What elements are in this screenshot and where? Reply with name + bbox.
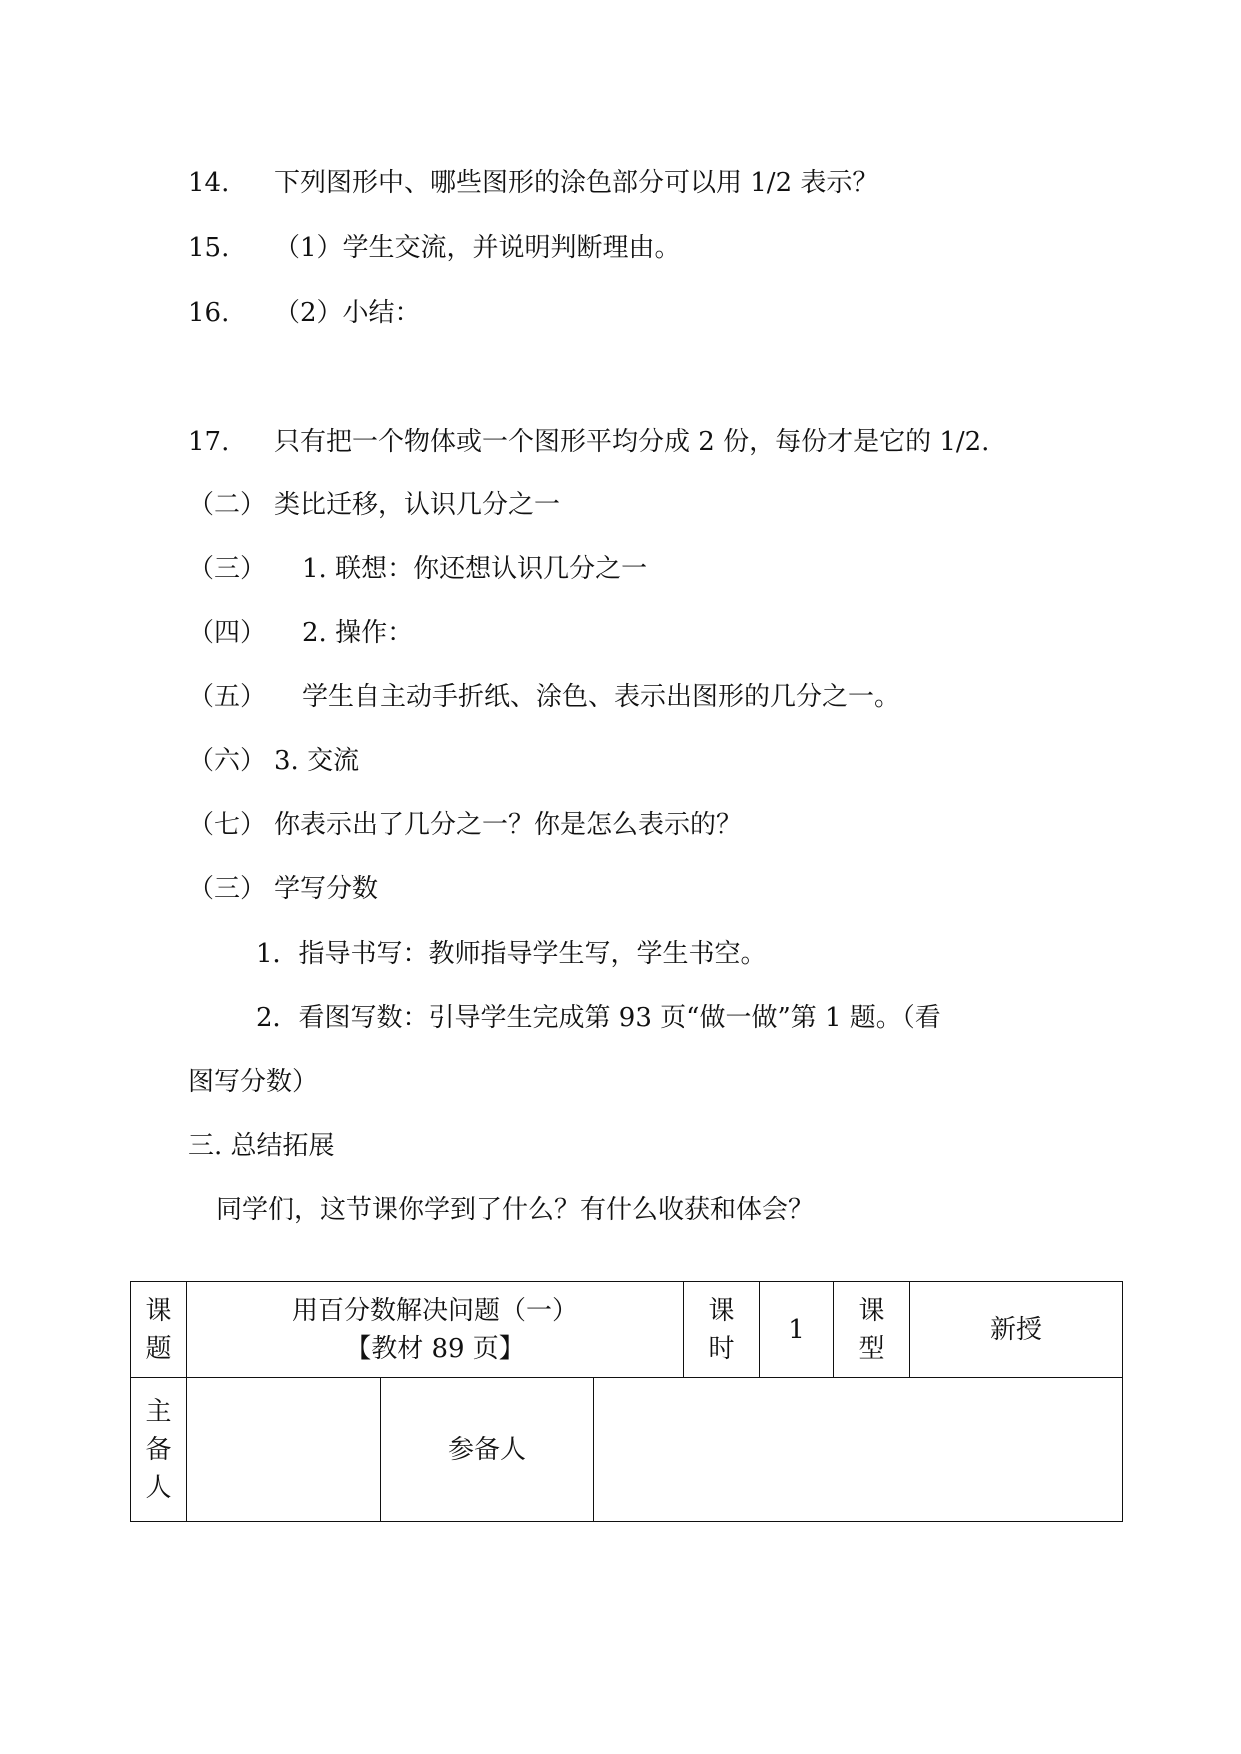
line-text: 下列图形中、哪些图形的涂色部分可以用 1/2 表示？ bbox=[274, 168, 879, 198]
numbered-line-16 bbox=[188, 296, 1088, 330]
line-text: 只有把一个物体或一个图形平均分成 2 份，每份才是它的 1/2. bbox=[274, 427, 990, 457]
type-label: 课 型 bbox=[834, 1282, 910, 1378]
line-number: 16. bbox=[188, 298, 230, 328]
line-number: 15. bbox=[188, 233, 230, 263]
line-number: 17. bbox=[188, 427, 230, 457]
period-label: 课 时 bbox=[684, 1282, 760, 1378]
co-preparer-value bbox=[594, 1378, 1123, 1522]
summary-question: 同学们，这节课你学到了什么？有什么收获和体会？ bbox=[216, 1195, 815, 1225]
line-text: （2）小结： bbox=[274, 298, 421, 328]
section-prefix: （二） bbox=[188, 490, 267, 520]
main-preparer-value bbox=[187, 1378, 381, 1522]
lesson-info-table bbox=[130, 1281, 1123, 1522]
section-text: 学写分数 bbox=[274, 874, 379, 904]
section-prefix: （五） bbox=[188, 682, 267, 712]
section-prefix: （四） bbox=[188, 618, 267, 648]
section-line-2 bbox=[188, 488, 1088, 522]
co-preparer-label: 参备人 bbox=[381, 1378, 594, 1522]
section-text: 2. 操作： bbox=[302, 618, 414, 648]
section-line-6 bbox=[188, 744, 1088, 778]
section-line-7 bbox=[188, 808, 1088, 842]
step-2-continued: 图写分数） bbox=[188, 1067, 319, 1097]
topic-label: 课 题 bbox=[131, 1282, 187, 1378]
section-text: 学生自主动手折纸、涂色、表示出图形的几分之一。 bbox=[302, 682, 901, 712]
step-2: 2．看图写数：引导学生完成第 93 页“做一做”第 1 题。（看 bbox=[256, 1003, 941, 1033]
section-text: 1. 联想：你还想认识几分之一 bbox=[302, 554, 648, 584]
section-line-3 bbox=[188, 552, 1088, 586]
section-line-4 bbox=[188, 616, 1088, 650]
period-value: 1 bbox=[760, 1282, 834, 1378]
section-line-5 bbox=[188, 680, 1088, 714]
numbered-line-17 bbox=[188, 425, 1088, 459]
topic-source: 【教材 89 页】 bbox=[345, 1333, 525, 1364]
section-prefix: （三） bbox=[188, 874, 267, 904]
section-prefix: （三） bbox=[188, 554, 267, 584]
table-row bbox=[131, 1378, 1123, 1522]
section-prefix: （七） bbox=[188, 810, 267, 840]
section-text: 你表示出了几分之一？你是怎么表示的？ bbox=[274, 810, 743, 840]
main-preparer-label: 主 备 人 bbox=[131, 1378, 187, 1522]
summary-heading: 三. 总结拓展 bbox=[188, 1131, 335, 1161]
step-1: 1．指导书写：教师指导学生写，学生书空。 bbox=[256, 939, 767, 969]
section-prefix: （六） bbox=[188, 746, 267, 776]
topic-title-cell bbox=[187, 1282, 684, 1378]
table-row bbox=[131, 1282, 1123, 1378]
section-text: 类比迁移，认识几分之一 bbox=[274, 490, 561, 520]
line-number: 14. bbox=[188, 168, 230, 198]
section-line-3b bbox=[188, 872, 1088, 906]
type-value: 新授 bbox=[910, 1282, 1123, 1378]
section-text: 3. 交流 bbox=[274, 746, 360, 776]
line-text: （1）学生交流，并说明判断理由。 bbox=[274, 233, 681, 263]
numbered-line-14 bbox=[188, 166, 1088, 200]
topic-title: 用百分数解决问题（一） bbox=[291, 1295, 578, 1326]
numbered-line-15 bbox=[188, 231, 1088, 265]
